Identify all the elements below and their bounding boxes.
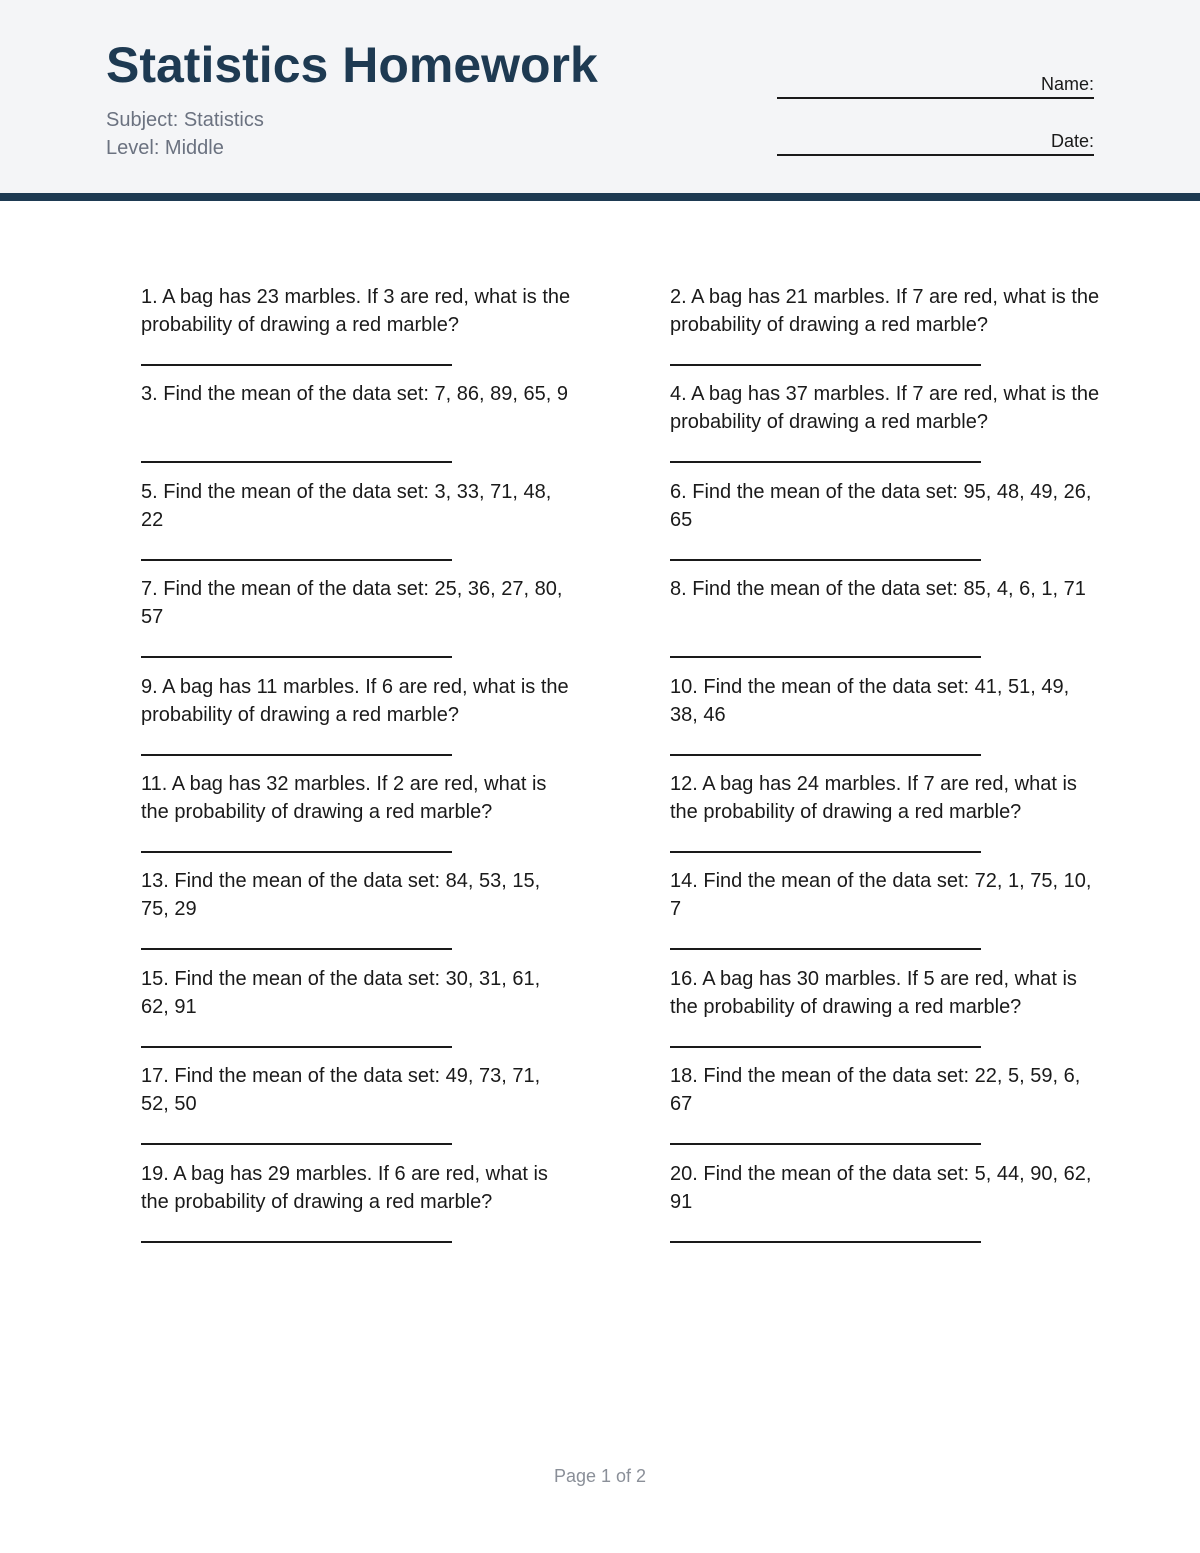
- answer-line[interactable]: [141, 559, 452, 561]
- answer-line[interactable]: [670, 1241, 981, 1243]
- problem-item: [141, 673, 571, 729]
- problem-text: 1. A bag has 23 marbles. If 3 are red, what is the probability of drawing a red marble?: [141, 286, 571, 336]
- answer-line[interactable]: [141, 364, 452, 366]
- problem-text: 10. Find the mean of the data set: 41, 51, 49, 38, 46: [670, 675, 1070, 726]
- problem-text: 7. Find the mean of the data set: 25, 36, 27, 80, 57: [141, 578, 563, 629]
- problem-item: [141, 380, 571, 408]
- problem-item: [670, 673, 1100, 729]
- problem-text: 20. Find the mean of the data set: 5, 44, 90, 62, 91: [670, 1162, 1092, 1213]
- problem-item: [670, 575, 1100, 603]
- problem-item: [670, 478, 1100, 534]
- problem-item: [670, 283, 1100, 339]
- problem-item: [670, 770, 1100, 826]
- problem-item: [141, 283, 571, 339]
- problem-text: 15. Find the mean of the data set: 30, 31, 61, 62, 91: [141, 967, 541, 1018]
- problem-text: 4. A bag has 37 marbles. If 7 are red, what is the probability of drawing a red marble?: [670, 383, 1100, 434]
- problem-item: [670, 867, 1100, 923]
- level-label: Level: Middle: [106, 137, 224, 159]
- problem-text: 2. A bag has 21 marbles. If 7 are red, what is the probability of drawing a red marble?: [670, 286, 1100, 336]
- answer-line[interactable]: [670, 656, 981, 658]
- answer-line[interactable]: [141, 1046, 452, 1048]
- answer-line[interactable]: [141, 851, 452, 853]
- problem-text: 14. Find the mean of the data set: 72, 1, 75, 10, 7: [670, 870, 1092, 921]
- problem-text: 19. A bag has 29 marbles. If 6 are red, what is the probability of drawing a red marble?: [141, 1162, 548, 1213]
- page-number: Page 1 of 2: [553, 1466, 647, 1486]
- answer-line[interactable]: [670, 754, 981, 756]
- page-header: [0, 0, 1200, 201]
- answer-line[interactable]: [141, 754, 452, 756]
- problem-text: 16. A bag has 30 marbles. If 5 are red, what is the probability of drawing a red marble?: [670, 967, 1077, 1018]
- problem-text: 6. Find the mean of the data set: 95, 48, 49, 26, 65: [670, 480, 1092, 531]
- name-label: Name:: [1040, 74, 1094, 94]
- problem-item: [141, 867, 571, 923]
- answer-line[interactable]: [141, 948, 452, 950]
- problem-item: [141, 575, 571, 631]
- problem-text: 9. A bag has 11 marbles. If 6 are red, what is the probability of drawing a red marble?: [141, 675, 569, 726]
- date-field[interactable]: [777, 131, 1094, 156]
- problem-text: 11. A bag has 32 marbles. If 2 are red, what is the probability of drawing a red marble?: [141, 773, 547, 823]
- answer-line[interactable]: [141, 1143, 452, 1145]
- answer-line[interactable]: [670, 1046, 981, 1048]
- page-title: Statistics Homework: [106, 37, 598, 93]
- problem-item: [670, 965, 1100, 1021]
- problem-item: [670, 1062, 1100, 1118]
- answer-line[interactable]: [141, 461, 452, 463]
- date-label: Date:: [1050, 131, 1094, 151]
- name-field[interactable]: [777, 74, 1094, 99]
- problem-text: 8. Find the mean of the data set: 85, 4, 6, 1, 71: [670, 578, 1086, 601]
- problem-item: [141, 965, 571, 1021]
- problem-text: 5. Find the mean of the data set: 3, 33, 71, 48, 22: [141, 480, 552, 531]
- problem-text: 13. Find the mean of the data set: 84, 53, 15, 75, 29: [141, 870, 541, 921]
- answer-line[interactable]: [141, 656, 452, 658]
- problem-text: 18. Find the mean of the data set: 22, 5, 59, 6, 67: [670, 1065, 1081, 1116]
- problem-item: [141, 478, 571, 534]
- problem-item: [141, 1160, 571, 1216]
- answer-line[interactable]: [670, 364, 981, 366]
- subject-label: Subject: Statistics: [106, 109, 264, 131]
- problem-item: [141, 770, 571, 826]
- problem-item: [670, 1160, 1100, 1216]
- problem-item: [141, 1062, 571, 1118]
- problem-text: 12. A bag has 24 marbles. If 7 are red, what is the probability of drawing a red marble?: [670, 773, 1077, 823]
- problem-text: 17. Find the mean of the data set: 49, 73, 71, 52, 50: [141, 1065, 541, 1116]
- problem-text: 3. Find the mean of the data set: 7, 86, 89, 65, 9: [141, 383, 568, 406]
- answer-line[interactable]: [141, 1241, 452, 1243]
- answer-line[interactable]: [670, 559, 981, 561]
- answer-line[interactable]: [670, 1143, 981, 1145]
- problem-item: [670, 380, 1100, 436]
- answer-line[interactable]: [670, 948, 981, 950]
- answer-line[interactable]: [670, 461, 981, 463]
- answer-line[interactable]: [670, 851, 981, 853]
